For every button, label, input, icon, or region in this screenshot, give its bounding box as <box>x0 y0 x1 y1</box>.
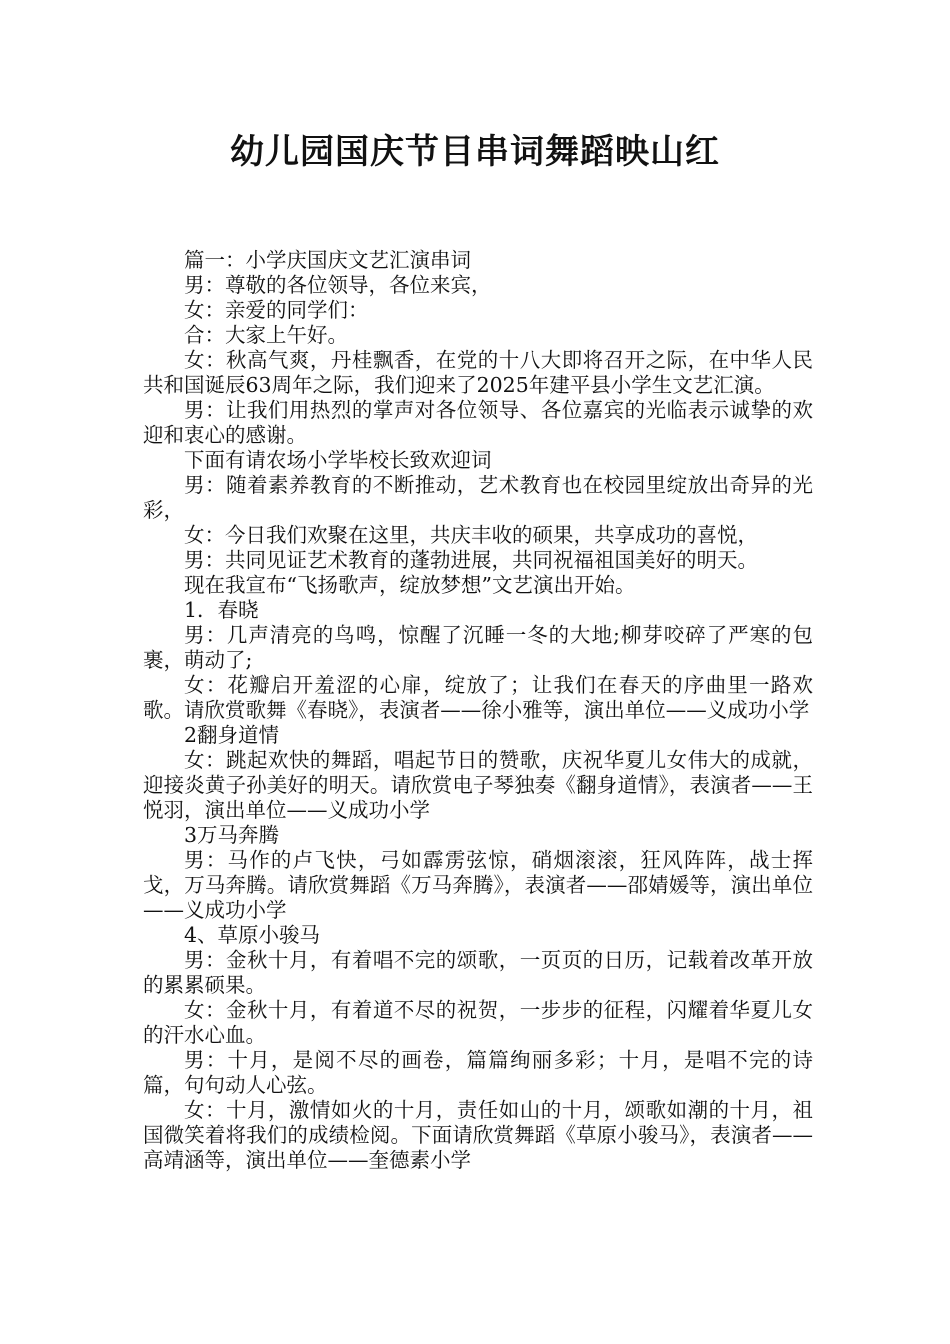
paragraph: 现在我宣布“飞扬歌声，绽放梦想”文艺演出开始。 <box>184 573 636 597</box>
paragraph: 男：随着素养教育的不断推动，艺术教育也在校园里绽放出奇异的光彩， <box>143 473 813 522</box>
paragraph: 下面有请农场小学毕校长致欢迎词 <box>184 448 492 472</box>
document-body <box>143 248 813 1173</box>
paragraph: 女：秋高气爽，丹桂飘香，在党的十八大即将召开之际，在中华人民共和国诞辰63周年之际，我们迎来了2025年建平县小学生文艺汇演。 <box>143 348 813 397</box>
paragraph: 男：马作的卢飞快，弓如霹雳弦惊，硝烟滚滚，狂风阵阵，战士挥戈，万马奔腾。请欣赏舞蹈《万马奔腾》，表演者——邵婧媛等，演出单位——义成功小学 <box>143 848 813 922</box>
paragraph: 女：亲爱的同学们： <box>184 298 369 322</box>
paragraph: 男：让我们用热烈的掌声对各位领导、各位嘉宾的光临表示诚挚的欢迎和衷心的感谢。 <box>143 398 813 447</box>
section-heading: 4、草原小骏马 <box>184 923 321 947</box>
section-heading: 2翻身道情 <box>184 723 280 747</box>
paragraph: 女：十月，激情如火的十月，责任如山的十月，颂歌如潮的十月，祖国微笑着将我们的成绩检阅。下面请欣赏舞蹈《草原小骏马》，表演者——高靖涵等，演出单位——奎德素小学 <box>143 1098 813 1172</box>
paragraph: 女：跳起欢快的舞蹈，唱起节日的赞歌，庆祝华夏儿女伟大的成就，迎接炎黄子孙美好的明天。请欣赏电子琴独奏《翻身道情》，表演者——王悦羽，演出单位——义成功小学 <box>143 748 813 822</box>
paragraph: 男：十月，是阅不尽的画卷，篇篇绚丽多彩；十月，是唱不完的诗篇，句句动人心弦。 <box>143 1048 813 1097</box>
paragraph: 男：几声清亮的鸟鸣，惊醒了沉睡一冬的大地;柳芽咬碎了严寒的包裹，萌动了; <box>143 623 813 672</box>
section-heading: 1．春晓 <box>184 598 259 622</box>
paragraph: 篇一：小学庆国庆文艺汇演串词 <box>184 248 471 272</box>
paragraph: 合：大家上午好。 <box>184 323 348 347</box>
paragraph: 男：共同见证艺术教育的蓬勃进展，共同祝福祖国美好的明天。 <box>184 548 758 572</box>
section-heading: 3万马奔腾 <box>184 823 280 847</box>
paragraph: 男：尊敬的各位领导，各位来宾， <box>184 273 492 297</box>
paragraph: 男：金秋十月，有着唱不完的颂歌，一页页的日历，记载着改革开放的累累硕果。 <box>143 948 813 997</box>
document-title: 幼儿园国庆节目串词舞蹈映山红 <box>230 132 720 172</box>
paragraph: 女：今日我们欢聚在这里，共庆丰收的硕果，共享成功的喜悦， <box>184 523 758 547</box>
paragraph: 女：花瓣启开羞涩的心扉，绽放了；让我们在春天的序曲里一路欢歌。请欣赏歌舞《春晓》，表演者——徐小雅等，演出单位——义成功小学 <box>143 673 813 722</box>
paragraph: 女：金秋十月，有着道不尽的祝贺，一步步的征程，闪耀着华夏儿女的汗水心血。 <box>143 998 813 1047</box>
